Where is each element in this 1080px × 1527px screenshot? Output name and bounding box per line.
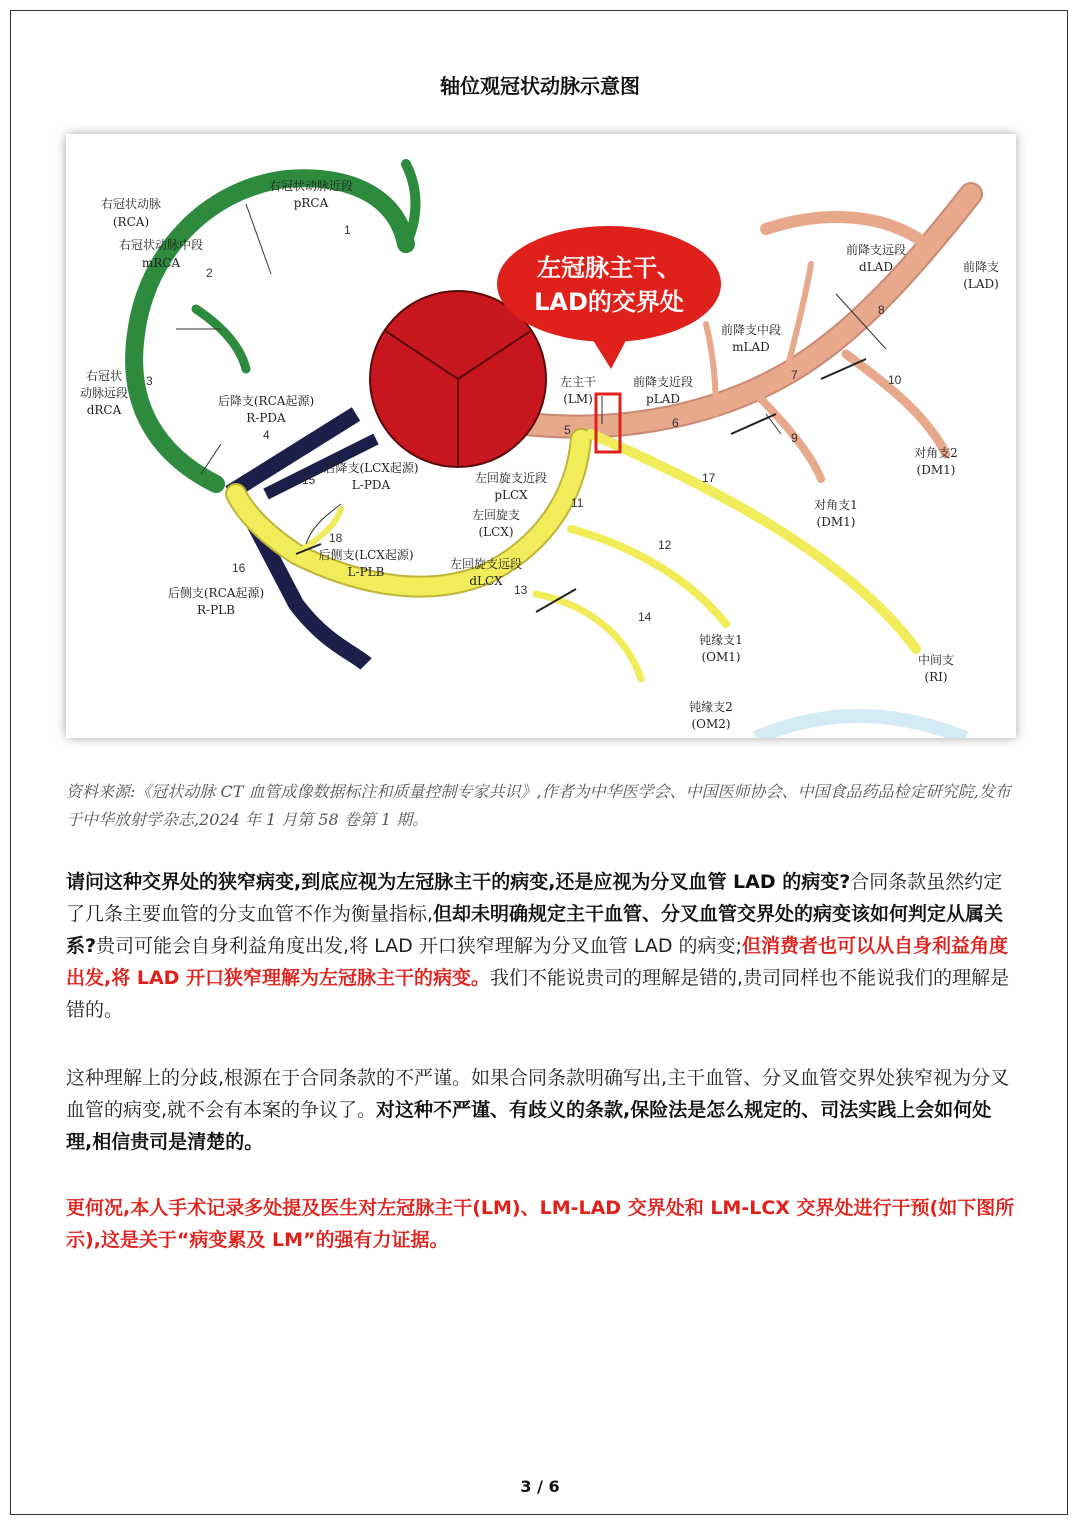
label-rpda-en: R-PDA <box>246 411 286 425</box>
label-plcx-en: pLCX <box>494 488 528 502</box>
segment-14: 14 <box>638 610 652 624</box>
p3-text: 更何况,本人手术记录多处提及医生对左冠脉主干(LM)、LM-LAD 交界处和 LM-LCX 交界处进行干预(如下图所示),这是关于“病变累及 LM”的强有力证据。 <box>66 1197 1015 1251</box>
label-mlad-en: mLAD <box>732 340 770 354</box>
om2-branch <box>536 594 641 679</box>
label-mrca-cn: 右冠状动脉中段 <box>118 238 204 252</box>
callout-bubble <box>497 226 721 342</box>
p1-s6: 我们不能说贵司的理解是错的,贵司同样也不能说我们的理解是错的。 <box>66 967 1010 1021</box>
label-dlad-cn: 前降支远段 <box>845 243 907 257</box>
paragraph-1 <box>66 866 1016 1026</box>
label-drca-cn2: 动脉远段 <box>79 386 129 400</box>
segment-5: 5 <box>564 423 571 437</box>
label-mrca-en: mRCA <box>141 256 181 270</box>
diagonal-branch-2 <box>846 354 946 454</box>
label-lplb-en: L-PLB <box>347 565 385 579</box>
label-dm2-cn: 对角支2 <box>914 446 958 460</box>
page-number: 3 / 6 <box>520 1477 560 1496</box>
label-om2-en: (OM2) <box>691 717 731 731</box>
label-drca-en: dRCA <box>86 403 122 417</box>
segment-9: 9 <box>791 431 798 445</box>
label-lad-cn: 前降支 <box>962 260 1000 274</box>
page-title: 轴位观冠状动脉示意图 <box>440 74 640 98</box>
segment-12: 12 <box>658 538 672 552</box>
segment-1: 1 <box>344 223 351 237</box>
segment-17: 17 <box>702 471 716 485</box>
segment-10: 10 <box>888 373 902 387</box>
segment-4: 4 <box>263 428 270 442</box>
label-lpda-cn: 后降支(LCX起源) <box>323 461 419 475</box>
label-prca-cn: 右冠状动脉近段 <box>268 179 354 193</box>
segment-18: 18 <box>329 531 343 545</box>
label-rpda-cn: 后降支(RCA起源) <box>217 394 315 408</box>
label-lm-en: (LM) <box>563 392 593 406</box>
p1-s3: 但却未明确规定主干血管、分叉血管交界处的病变该如何判定从属关系? <box>66 903 1004 957</box>
label-dm1-en: (DM1) <box>816 515 856 529</box>
p2-s2: 对这种不严谨、有歧义的条款,保险法是怎么规定的、司法实践上会如何处理,相信贵司是清楚的。 <box>66 1099 992 1153</box>
label-rplb-cn: 后侧支(RCA起源) <box>167 586 265 600</box>
label-lplb-cn: 后侧支(LCX起源) <box>318 548 414 562</box>
segment-7: 7 <box>791 368 798 382</box>
p2-s1: 这种理解上的分歧,根源在于合同条款的不严谨。如果合同条款明确写出,主干血管、分叉血管交界处狭窄视为分叉血管的病变,就不会有本案的争议了。 <box>66 1067 1010 1121</box>
label-ri-cn: 中间支 <box>917 653 955 667</box>
segment-2: 2 <box>206 266 213 280</box>
label-om1-en: (OM1) <box>701 650 741 664</box>
label-lcx-cn: 左回旋支 <box>471 508 521 522</box>
segment-16: 16 <box>232 561 246 575</box>
paragraph-3 <box>66 1192 1016 1256</box>
label-lpda-en: L-PDA <box>351 478 391 492</box>
label-dm1-cn: 对角支1 <box>814 498 858 512</box>
label-dm2-en: (DM1) <box>916 463 956 477</box>
diagonal-branch-1 <box>756 394 821 479</box>
p1-s2: 合同条款虽然约定了几条主要血管的分支血管不作为衡量指标, <box>66 871 1003 925</box>
segment-6: 6 <box>672 416 679 430</box>
source-note: 资料来源:《冠状动脉 CT 血管成像数据标注和质量控制专家共识》,作者为中华医学会、中国医师协会、中国食品药品检定研究院,发布于中华放射学杂志,2024 年 1 月第 58 卷第 1 期。 <box>66 782 1011 829</box>
callout-line-2: LAD的交界处 <box>534 288 684 316</box>
p1-s4: 贵司可能会自身利益角度出发,将 LAD 开口狭窄理解为分叉血管 LAD 的病变; <box>96 935 742 957</box>
p1-question: 请问这种交界处的狭窄病变,到底应视为左冠脉主干的病变,还是应视为分叉血管 LAD 的病变? <box>66 871 851 893</box>
label-plad-en: pLAD <box>646 392 680 406</box>
segment-13: 13 <box>514 583 528 597</box>
label-mlad-cn: 前降支中段 <box>720 323 782 337</box>
label-prca-en: pRCA <box>293 196 329 210</box>
paragraph-2 <box>66 1062 1016 1158</box>
segment-8: 8 <box>878 303 885 317</box>
p1-s5: 但消费者也可以从自身利益角度出发,将 LAD 开口狭窄理解为左冠脉主干的病变。 <box>66 935 1008 989</box>
label-ri-en: (RI) <box>924 670 948 684</box>
segment-11: 11 <box>571 496 584 510</box>
label-plcx-cn: 左回旋支近段 <box>474 471 548 485</box>
label-lad-en: (LAD) <box>963 277 999 291</box>
label-plad-cn: 前降支近段 <box>632 375 694 389</box>
watermark-arc <box>756 716 966 738</box>
segment-15: 15 <box>302 473 316 487</box>
label-om1-cn: 钝缘支1 <box>699 633 743 647</box>
coronary-artery-diagram <box>66 134 1016 738</box>
lad-top-branch <box>766 217 926 244</box>
label-dlad-en: dLAD <box>859 260 893 274</box>
label-rca-en: (RCA) <box>112 215 150 229</box>
label-rca-cn: 右冠状动脉 <box>100 197 162 211</box>
callout-line-1: 左冠脉主干、 <box>537 254 681 282</box>
label-drca-cn1: 右冠状 <box>85 369 123 383</box>
label-om2-cn: 钝缘支2 <box>689 700 733 714</box>
label-rplb-en: R-PLB <box>197 603 235 617</box>
label-dlcx-cn: 左回旋支远段 <box>449 557 523 571</box>
label-dlcx-en: dLCX <box>469 574 503 588</box>
label-lm-cn: 左主干 <box>559 375 597 389</box>
segment-3: 3 <box>146 374 153 388</box>
label-lcx-en: (LCX) <box>478 525 514 539</box>
